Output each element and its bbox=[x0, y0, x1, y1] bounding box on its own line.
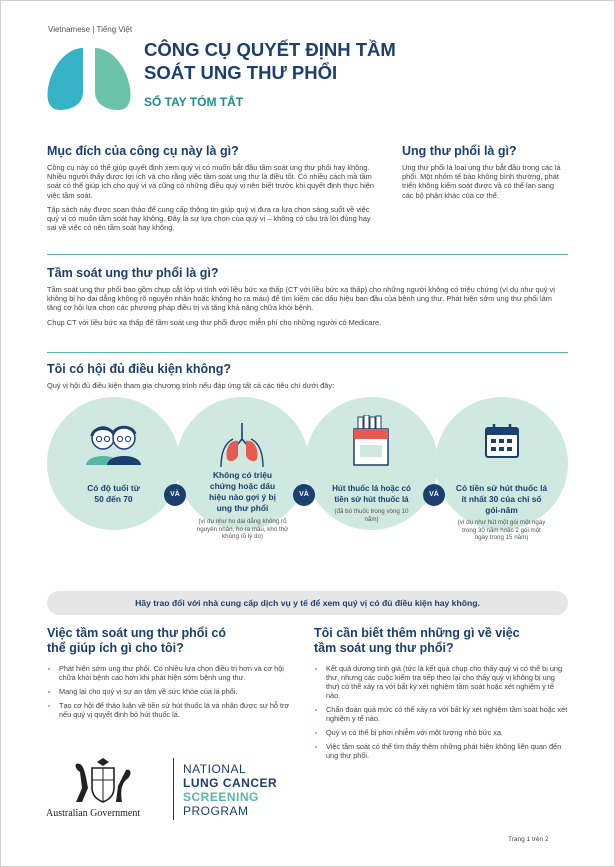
know-more-heading: Tôi cần biết thêm những gì về việc tầm soát ung thư phổi? bbox=[314, 626, 520, 655]
page-number: Trang 1 trên 2 bbox=[508, 836, 549, 843]
language-label: Vietnamese | Tiếng Việt bbox=[48, 25, 133, 34]
what-is-section bbox=[402, 144, 562, 200]
eligibility-intro: Quý vị hội đủ điều kiện tham gia chương trình nếu đáp ứng tất cả các tiêu chí dưới đây: bbox=[47, 381, 335, 390]
purpose-section bbox=[47, 144, 377, 237]
know-more-list bbox=[314, 664, 568, 760]
footer-divider bbox=[173, 758, 174, 820]
know-more-section bbox=[314, 626, 568, 765]
list-item: • Việc tầm soát có thể tìm thấy thêm những phát hiện không liên quan đến ung thư phổi. bbox=[326, 742, 568, 760]
list-item: • Chẩn đoán quá mức có thể xảy ra với bất kỳ xét nghiệm tầm soát hoặc xét nghiệm y tế nào. bbox=[326, 705, 568, 723]
divider bbox=[47, 352, 568, 353]
list-item: • Tạo cơ hội để thảo luận về tiền sử hút thuốc lá và nhận được sự hỗ trợ nếu quý vị quyết định bỏ hút thuốc lá. bbox=[59, 701, 302, 719]
screening-section bbox=[47, 266, 568, 332]
criterion-pack-years-note: (ví dụ như hút một gói một ngày trong 30 năm hoặc 2 gói một ngày trong 15 năm) bbox=[457, 519, 546, 542]
calendar-icon bbox=[484, 423, 520, 459]
benefits-section bbox=[47, 626, 302, 724]
and-connector: VÀ bbox=[293, 484, 315, 506]
purpose-paragraph-2: Tập sách này được soạn thảo để cung cấp thông tin giúp quý vị đưa ra lựa chọn sáng suốt về việc quý vị có muốn tầm soát hay không. Đây là sự lựa chọn của quý vị – không có câu trả lời đúng hay sai về việc có nên tầm soát hay không. bbox=[47, 204, 371, 233]
lungs-logo-icon bbox=[46, 46, 132, 112]
criterion-symptoms: Không có triệu chứng hoặc dấu hiệu nào gợi ý bị ung thư phổi bbox=[209, 470, 276, 513]
and-connector: VÀ bbox=[423, 484, 445, 506]
what-is-heading: Ung thư phổi là gì? bbox=[402, 144, 517, 158]
criterion-smoking-note: (đã bỏ thuốc trong vòng 10 năm) bbox=[334, 508, 409, 523]
eligibility-heading: Tôi có hội đủ điều kiện không? bbox=[47, 362, 232, 376]
criterion-age: Có độ tuổi từ 50 đến 70 bbox=[87, 483, 140, 504]
benefits-list bbox=[47, 664, 302, 719]
eligibility-banner: Hãy trao đổi với nhà cung cấp dịch vụ y tế để xem quý vị có đủ điều kiện hay không. bbox=[47, 591, 568, 615]
list-item: • Quý vị có thể bị phơi nhiễm với một lượng nhỏ bức xạ. bbox=[326, 728, 568, 737]
criterion-smoking: Hút thuốc lá hoặc có tiền sử hút thuốc lá bbox=[332, 484, 411, 504]
divider bbox=[47, 254, 568, 255]
elderly-couple-icon bbox=[83, 423, 143, 465]
criterion-symptoms-note: (ví dụ như ho dai dẳng không rõ nguyên nhân, ho ra máu, khó thở không rõ lý do) bbox=[196, 518, 289, 541]
lungs-icon bbox=[215, 419, 269, 467]
cigarette-pack-icon bbox=[350, 415, 394, 467]
purpose-paragraph-1: Công cụ này có thể giúp quyết định xem quý vị có muốn bắt đầu tầm soát ung thư phổi hay không. Nhiều người thấy được lợi ích và cho rằng việc tầm soát ung thư là điều tốt. Có nhiều cách mà tầm soát có thể giúp ích cho quý vị và cũng có những điều quý vị nên biết trước khi quyết định thực hiện việc tầm soát. bbox=[47, 163, 375, 200]
screening-paragraph-1: Tầm soát ung thư phổi bao gồm chụp cắt lớp vi tính với liều bức xạ thấp (CT với liều bức xạ thấp) cho những người không có triệu chứng (ví dụ như quý vị không bị ho dai dẳng không rõ nguyên nhân hoặc không ho ra máu) để tìm kiếm các dấu hiệu ban đầu của bệnh ung thư. Phát hiện sớm ung thư phổi làm tăng cơ hội lựa chọn các phương pháp điều trị và tăng khả năng chữa khỏi bệnh. bbox=[47, 285, 555, 313]
and-connector: VÀ bbox=[164, 484, 186, 506]
purpose-heading: Mục đích của công cụ này là gì? bbox=[47, 144, 239, 158]
list-item: • Kết quả dương tính giả (tức là kết quả chụp cho thấy quý vị có thể bị ung thư, nhưng các cuộc kiểm tra tiếp theo lại cho thấy quý vị không bị ung thư) có thể xảy ra với bất kỳ xét nghiệm tầm soát hoặc xét nghiệm y tế nào. bbox=[326, 664, 568, 700]
screening-paragraph-2: Chụp CT với liều bức xạ thấp để tầm soát ung thư phổi được miễn phí cho những người có Medicare. bbox=[47, 317, 382, 327]
program-logo: NATIONAL LUNG CANCER SCREENING PROGRAM bbox=[183, 762, 278, 818]
page-title: CÔNG CỤ QUYẾT ĐỊNH TẦM SOÁT UNG THƯ PHỔI bbox=[144, 39, 396, 83]
eligibility-section bbox=[47, 362, 568, 390]
list-item: • Phát hiện sớm ung thư phổi. Có nhiều lựa chọn điều trị hơn và cơ hội chữa khỏi bệnh cao hơn khi phát hiện sớm bệnh ung thư. bbox=[59, 664, 302, 682]
benefits-heading: Việc tầm soát ung thư phổi có thể giúp ích gì cho tôi? bbox=[47, 626, 226, 655]
screening-heading: Tầm soát ung thư phổi là gì? bbox=[47, 266, 219, 280]
coat-of-arms-icon bbox=[72, 758, 134, 806]
page-subtitle: SỔ TAY TÓM TẮT bbox=[144, 95, 244, 109]
government-label: Australian Government bbox=[46, 808, 141, 819]
criterion-pack-years: Có tiền sử hút thuốc lá ít nhất 30 của chỉ số gói-năm bbox=[455, 483, 548, 515]
list-item: • Mang lại cho quý vị sự an tâm về sức khỏe của lá phổi. bbox=[59, 687, 302, 696]
what-is-text: Ung thư phổi là loại ung thư bắt đầu trong các lá phổi. Một nhóm tế bào không bình thường, phát triển không kiểm soát được và có thể lan sang các bộ phận khác của cơ thể. bbox=[402, 163, 561, 200]
